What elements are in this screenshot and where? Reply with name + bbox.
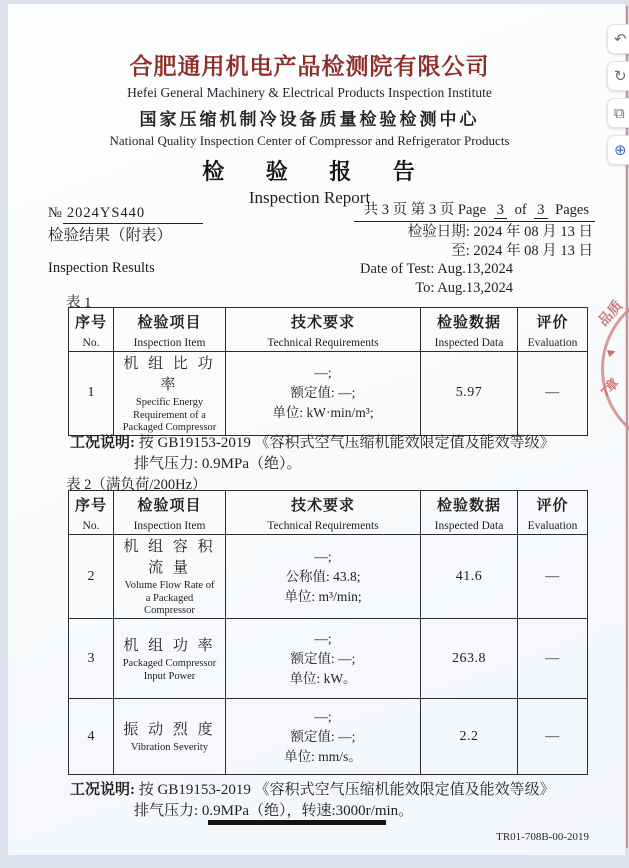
note-label: 工况说明:	[70, 782, 135, 798]
table1-condition-note	[70, 433, 605, 475]
zoom-in-icon: ⊕	[614, 141, 627, 159]
col-data-cn: 检验数据	[436, 497, 501, 514]
row-item-cn: 机 组 容 积 流 量	[123, 539, 216, 577]
rotate-button[interactable]	[607, 61, 629, 91]
report-number-value: 2024YS440	[63, 205, 203, 224]
results-label-en: Inspection Results	[48, 260, 155, 276]
row-item-cn: 机 组 比 功 率	[123, 356, 216, 393]
red-stamp-triangle: ▶	[606, 346, 618, 359]
note-line-1: 按 GB19153-2019 《容积式空气压缩机能效限定值及能效等级》	[138, 435, 555, 451]
test-date-en: Date of Test: Aug.13,2024	[360, 261, 513, 277]
rotate-icon: ↻	[614, 67, 627, 85]
req-line: 单位: kW·min/m³;	[272, 405, 374, 421]
table1-col-eval	[518, 308, 588, 352]
col-req-en: Technical Requirements	[267, 336, 379, 349]
table1-header-row	[69, 308, 588, 352]
inspection-table-2	[68, 490, 588, 775]
col-eval-en: Evaluation	[527, 519, 578, 532]
col-data-cn: 检验数据	[436, 314, 501, 331]
company-name-cn: 合肥通用机电产品检测院有限公司	[129, 54, 490, 79]
viewer-edge-line	[626, 6, 628, 848]
row-inspected-data: 263.8	[421, 619, 518, 699]
page-current: 3	[494, 202, 507, 219]
row-item-en: Volume Flow Rate of a Packaged Compressor	[124, 580, 215, 617]
document-page	[8, 4, 625, 855]
table2-col-req	[226, 491, 421, 535]
row-item	[114, 535, 226, 619]
row-item-en: Vibration Severity	[130, 742, 209, 754]
page-info-prefix: 共 3 页 第 3 页 Page	[363, 202, 487, 218]
row-requirements	[226, 699, 421, 775]
table1-col-item	[114, 308, 226, 352]
req-line: 单位: kW。	[289, 670, 357, 686]
row-inspected-data: 2.2	[421, 699, 518, 775]
results-labels	[48, 223, 172, 297]
col-req-cn: 技术要求	[290, 497, 355, 514]
col-eval-cn: 评价	[536, 497, 569, 514]
table2-col-item	[114, 491, 226, 535]
table-row	[69, 699, 588, 775]
undo-button[interactable]	[607, 24, 629, 54]
col-item-en: Inspection Item	[133, 336, 206, 349]
col-no-cn: 序号	[74, 497, 107, 514]
row-item-en: Specific Energy Requirement of a Packaged Compressor	[122, 397, 217, 433]
col-req-cn: 技术要求	[290, 314, 355, 331]
test-date-to-en: To: Aug.13,2024	[415, 279, 513, 296]
table-row	[69, 619, 588, 699]
req-line: 额定值: —;	[290, 650, 356, 666]
row-requirements	[226, 535, 421, 619]
col-no-en: No.	[82, 336, 100, 349]
report-title-cn: 检 验 报 告	[202, 159, 433, 184]
row-requirements	[226, 352, 421, 436]
row-item	[114, 619, 226, 699]
req-line: 额定值: —;	[290, 728, 356, 744]
page-info-of: of	[514, 202, 527, 218]
report-meta-line	[48, 198, 595, 222]
col-eval-cn: 评价	[536, 314, 569, 331]
row-evaluation: —	[518, 535, 588, 619]
results-and-dates	[48, 223, 593, 297]
row-item	[114, 352, 226, 436]
col-no-cn: 序号	[74, 314, 107, 331]
page-total: 3	[534, 202, 547, 219]
row-no: 2	[69, 535, 114, 619]
col-data-en: Inspected Data	[434, 336, 504, 349]
col-item-cn: 检验项目	[137, 314, 202, 331]
report-title-en: Inspection Report	[248, 188, 371, 207]
col-data-en: Inspected Data	[434, 519, 504, 532]
row-evaluation: —	[518, 352, 588, 436]
note-line-2: 排气压力: 0.9MPa（绝），转速:3000r/min。	[134, 803, 414, 819]
table2-caption: 表 2（满负荷/200Hz）	[66, 477, 207, 493]
row-requirements	[226, 619, 421, 699]
note-line-1: 按 GB19153-2019 《容积式空气压缩机能效限定值及能效等级》	[138, 782, 555, 798]
undo-icon: ↶	[614, 30, 627, 48]
inspection-table-1	[68, 307, 588, 436]
test-dates	[360, 223, 593, 297]
table2-header-row	[69, 491, 588, 535]
signature-redaction-bar	[208, 820, 386, 825]
col-item-cn: 检验项目	[137, 497, 202, 514]
row-evaluation: —	[518, 699, 588, 775]
results-label-cn: 检验结果（附表）	[48, 227, 173, 244]
copy-icon: ⧉	[614, 104, 625, 122]
req-line: —;	[314, 630, 332, 646]
note-label: 工况说明:	[70, 435, 135, 451]
req-line: 单位: mm/s。	[284, 748, 362, 764]
report-number	[48, 205, 203, 222]
center-name-en: National Quality Inspection Center of Compressor and Refrigerator Products	[109, 133, 510, 148]
table1-col-data	[421, 308, 518, 352]
report-number-label: №	[48, 205, 63, 221]
row-inspected-data: 5.97	[421, 352, 518, 436]
table-row	[69, 535, 588, 619]
table1-caption: 表 1	[66, 295, 92, 311]
row-no: 3	[69, 619, 114, 699]
table1-col-no	[69, 308, 114, 352]
row-evaluation: —	[518, 619, 588, 699]
col-req-en: Technical Requirements	[267, 519, 379, 532]
table2-col-data	[421, 491, 518, 535]
red-stamp-text: 品质	[596, 298, 627, 330]
center-name-cn: 国家压缩机制冷设备质量检验检测中心	[139, 110, 480, 129]
req-line: 额定值: —;	[290, 385, 356, 401]
row-no: 1	[69, 352, 114, 436]
row-no: 4	[69, 699, 114, 775]
req-line: —;	[314, 365, 332, 381]
req-line: 公称值: 43.8;	[285, 568, 361, 584]
red-stamp-text: 7章	[597, 375, 622, 400]
req-line: —;	[314, 548, 332, 564]
report-header	[8, 52, 611, 208]
col-eval-en: Evaluation	[527, 336, 578, 349]
copy-button[interactable]	[607, 98, 629, 128]
company-name-en: Hefei General Machinery & Electrical Products Inspection Institute	[127, 85, 492, 100]
row-item-cn: 机 组 功 率	[123, 638, 216, 654]
table2-col-no	[69, 491, 114, 535]
req-line: 单位: m³/min;	[284, 588, 362, 604]
col-no-en: No.	[82, 519, 100, 532]
document-code: TR01-708B-00-2019	[496, 831, 589, 843]
col-item-en: Inspection Item	[133, 519, 206, 532]
page-info-suffix: Pages	[555, 202, 589, 218]
page-count-info	[354, 198, 595, 222]
row-inspected-data: 41.6	[421, 535, 518, 619]
table2-condition-note	[70, 780, 605, 822]
row-item	[114, 699, 226, 775]
row-item-cn: 振 动 烈 度	[123, 722, 216, 739]
req-line: —;	[314, 708, 332, 724]
test-date-cn: 检验日期: 2024 年 08 月 13 日	[407, 224, 593, 240]
zoom-in-button[interactable]	[607, 135, 629, 165]
row-item-en: Packaged Compressor Input Power	[122, 658, 217, 682]
table1-col-req	[226, 308, 421, 352]
table2-col-eval	[518, 491, 588, 535]
test-date-to-cn: 至: 2024 年 08 月 13 日	[451, 242, 593, 259]
table-row	[69, 352, 588, 436]
note-line-2: 排气压力: 0.9MPa（绝）。	[134, 456, 302, 472]
